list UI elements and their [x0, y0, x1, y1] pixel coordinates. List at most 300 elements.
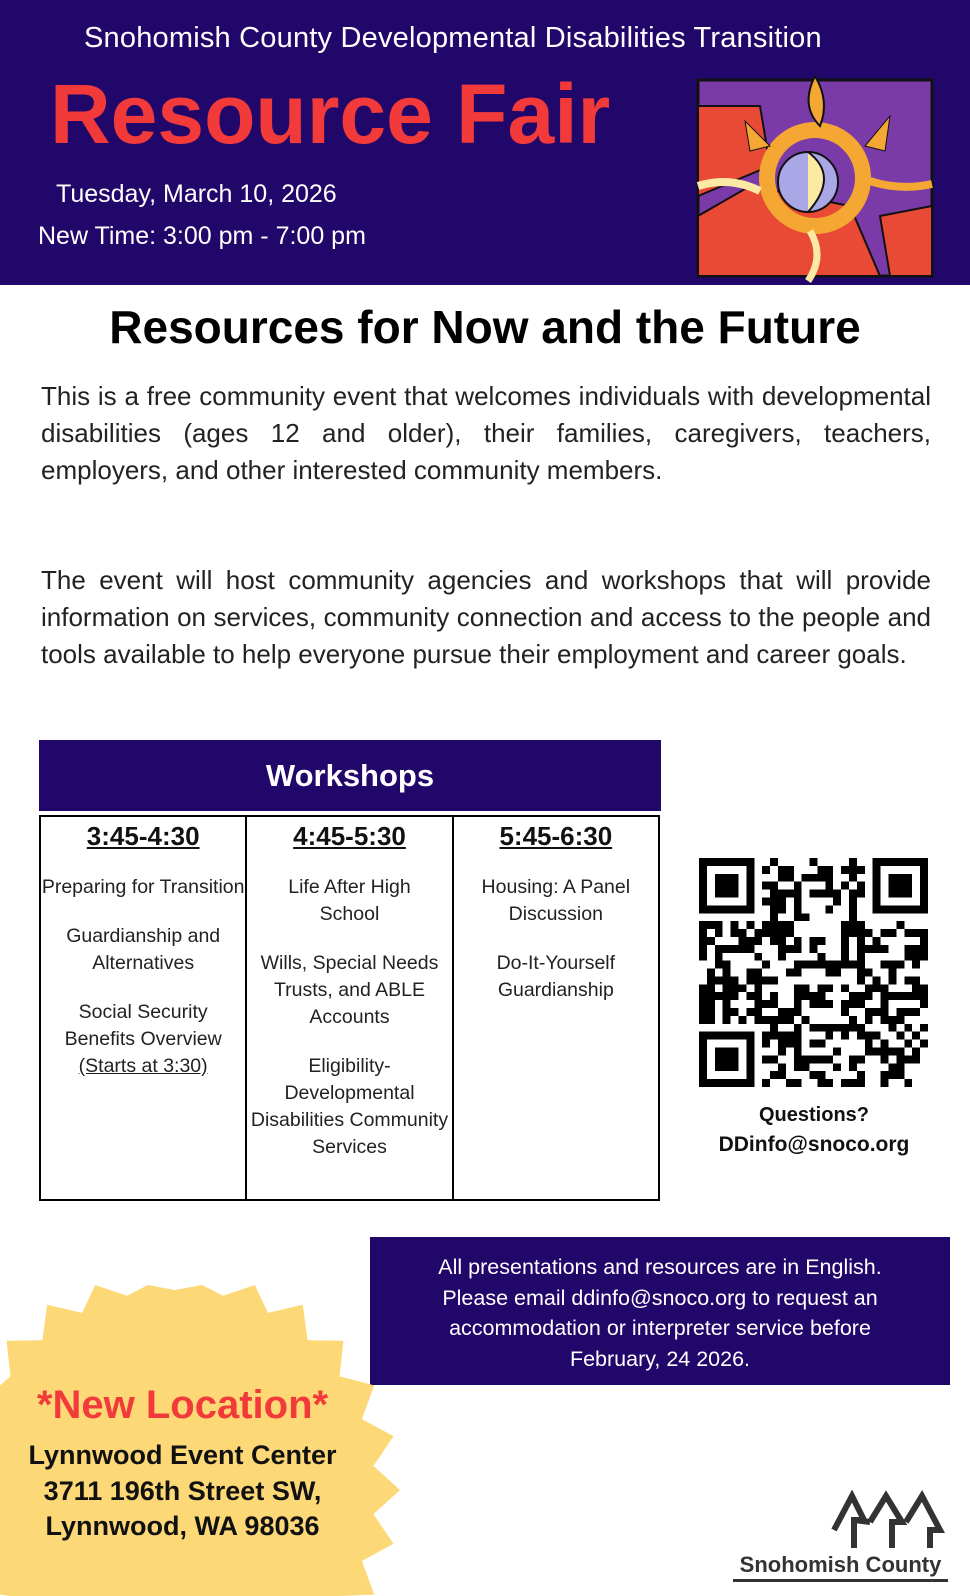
qr-module [794, 1000, 802, 1008]
qr-module [896, 1016, 904, 1024]
qr-module [873, 1032, 881, 1040]
qr-module [810, 945, 818, 953]
qr-module [817, 1024, 825, 1032]
qr-module [715, 921, 723, 929]
sun-artwork-icon [690, 66, 940, 288]
qr-module [762, 1079, 770, 1087]
qr-module [746, 992, 754, 1000]
qr-module [833, 1024, 841, 1032]
qr-module [723, 1000, 731, 1008]
qr-module [912, 1055, 920, 1063]
qr-module [849, 874, 857, 882]
qr-module [707, 969, 715, 977]
qr-module [881, 1071, 889, 1079]
qr-module [802, 1063, 810, 1071]
qr-module [817, 1040, 825, 1048]
qr-module [707, 937, 715, 945]
qr-module [802, 1016, 810, 1024]
qr-module [762, 976, 770, 984]
workshop-column [454, 817, 658, 1199]
qr-module [825, 890, 833, 898]
qr-module [794, 1040, 802, 1048]
qr-module [723, 945, 731, 953]
qr-module [881, 1055, 889, 1063]
qr-module [762, 1016, 770, 1024]
workshop-item: Guardianship and Alternatives [66, 925, 221, 974]
qr-module [731, 976, 739, 984]
qr-module [770, 976, 778, 984]
language-notice [370, 1237, 950, 1385]
qr-module [857, 1000, 865, 1008]
qr-module [849, 890, 857, 898]
snohomish-county-trees-logo-icon [830, 1490, 945, 1552]
qr-module [904, 1055, 912, 1063]
qr-module [794, 913, 802, 921]
qr-module [896, 1071, 904, 1079]
qr-module [786, 1079, 794, 1087]
qr-module [699, 937, 707, 945]
qr-module [699, 945, 707, 953]
qr-module [865, 992, 873, 1000]
qr-module [904, 976, 912, 984]
qr-module [896, 1048, 904, 1056]
qr-module [857, 1071, 865, 1079]
qr-module [904, 953, 912, 961]
qr-module [857, 866, 865, 874]
qr-module [794, 1024, 802, 1032]
qr-module [770, 1032, 778, 1040]
qr-module [881, 1000, 889, 1008]
qr-module [817, 1055, 825, 1063]
qr-module [865, 1016, 873, 1024]
qr-module [723, 976, 731, 984]
qr-module [778, 1048, 786, 1056]
qr-module [738, 1016, 746, 1024]
qr-module [707, 1016, 715, 1024]
qr-module [778, 945, 786, 953]
qr-module [825, 905, 833, 913]
qr-module [778, 866, 786, 874]
qr-module [715, 945, 723, 953]
event-title: Resource Fair [50, 67, 611, 161]
qr-module [849, 913, 857, 921]
qr-module [865, 969, 873, 977]
qr-module [817, 992, 825, 1000]
qr-module [889, 1048, 897, 1056]
qr-module [889, 969, 897, 977]
qr-module [889, 1071, 897, 1079]
qr-module [770, 882, 778, 890]
qr-module [699, 921, 707, 929]
qr-module [896, 1032, 904, 1040]
notice-line: Please email ddinfo@snoco.org to request an [442, 1285, 878, 1310]
event-time: New Time: 3:00 pm - 7:00 pm [38, 222, 366, 250]
workshop-item: Life After High School [288, 876, 411, 925]
qr-module [723, 1016, 731, 1024]
qr-module [841, 866, 849, 874]
qr-module [889, 961, 897, 969]
qr-module [873, 1008, 881, 1016]
qr-module [857, 921, 865, 929]
qr-module [699, 984, 707, 992]
qr-module [889, 976, 897, 984]
workshop-item: Preparing for Transition [41, 876, 245, 898]
qr-module [715, 976, 723, 984]
qr-module [794, 1008, 802, 1016]
qr-module [857, 937, 865, 945]
qr-module [738, 984, 746, 992]
qr-module [825, 866, 833, 874]
qr-module [920, 1040, 928, 1048]
qr-module [786, 1016, 794, 1024]
qr-module [762, 882, 770, 890]
qr-module [896, 1008, 904, 1016]
qr-module [770, 937, 778, 945]
qr-module [825, 874, 833, 882]
qr-module [825, 1024, 833, 1032]
qr-module [904, 1024, 912, 1032]
qr-module [912, 945, 920, 953]
qr-module [770, 858, 778, 866]
qr-module [754, 1016, 762, 1024]
qr-module [778, 1016, 786, 1024]
qr-module [778, 874, 786, 882]
qr-module [786, 1008, 794, 1016]
qr-module [794, 1079, 802, 1087]
qr-module [825, 882, 833, 890]
qr-module [786, 929, 794, 937]
qr-module [849, 866, 857, 874]
qr-module [794, 1048, 802, 1056]
qr-module [738, 937, 746, 945]
qr-module [746, 969, 754, 977]
qr-module [715, 1048, 739, 1072]
qr-module [770, 921, 778, 929]
qr-module [762, 897, 770, 905]
qr-module [865, 1040, 873, 1048]
qr-module [904, 929, 912, 937]
qr-module [896, 1063, 904, 1071]
questions-label: Questions? [758, 1104, 869, 1126]
qr-module [794, 984, 802, 992]
qr-module [794, 937, 802, 945]
qr-module [731, 1008, 739, 1016]
qr-module [754, 984, 762, 992]
qr-module [762, 929, 770, 937]
contact-email[interactable]: DDinfo@snoco.org [718, 1133, 910, 1156]
qr-module [904, 945, 912, 953]
qr-module [723, 1008, 731, 1016]
time-slot: 5:45-6:30 [499, 821, 613, 851]
qr-module [707, 976, 715, 984]
qr-module [904, 1008, 912, 1016]
qr-module [849, 1016, 857, 1024]
venue-city: Lynnwood, WA 98036 [45, 1511, 320, 1541]
qr-module [762, 1032, 770, 1040]
qr-module [881, 1079, 889, 1087]
workshop-item: Do-It-Yourself Guardianship [496, 952, 616, 1001]
qr-module [746, 945, 754, 953]
qr-module [778, 929, 786, 937]
qr-module [802, 1055, 810, 1063]
qr-module [707, 1000, 715, 1008]
qr-module [857, 969, 865, 977]
qr-module [786, 921, 794, 929]
qr-module [731, 945, 739, 953]
qr-module [770, 905, 778, 913]
qr-module [912, 961, 920, 969]
qr-module [865, 1048, 873, 1056]
qr-module [881, 1040, 889, 1048]
qr-module [731, 984, 739, 992]
qr-module [770, 897, 778, 905]
qr-module [857, 992, 865, 1000]
qr-module [881, 1016, 889, 1024]
workshop-item: Wills, Special Needs Trusts, and ABLE Accounts [260, 952, 439, 1028]
time-slot: 4:45-5:30 [293, 821, 406, 851]
qr-module [920, 945, 928, 953]
qr-module [857, 929, 865, 937]
qr-module [699, 1000, 707, 1008]
event-description-paragraph: The event will host community agencies and workshops that will provide information on services, community connection and access to the people and tools available to help everyone pursue their employment and career goals. [41, 565, 931, 669]
qr-module [849, 961, 857, 969]
qr-module [841, 1079, 849, 1087]
qr-module [746, 937, 754, 945]
qr-module [833, 897, 841, 905]
qr-module [849, 992, 857, 1000]
qr-module [810, 1024, 818, 1032]
qr-module [731, 992, 739, 1000]
event-subtitle: Snohomish County Developmental Disabilities Transition [84, 22, 822, 54]
venue-street: 3711 196th Street SW, [43, 1476, 322, 1506]
qr-module [889, 992, 897, 1000]
qr-module [889, 1024, 897, 1032]
qr-module [881, 945, 889, 953]
qr-module [794, 1055, 802, 1063]
qr-module [810, 874, 818, 882]
qr-module [746, 1008, 754, 1016]
qr-module [810, 937, 818, 945]
qr-module [778, 897, 786, 905]
qr-module [841, 953, 849, 961]
workshop-item: Eligibility-Developmental Disabilities Community Services [250, 1055, 449, 1158]
qr-module [754, 976, 762, 984]
intro-paragraph: This is a free community event that welcomes individuals with developmental disabilities (ages 12 and older), their families, caregivers, teachers, employers, and other interested community members. [41, 381, 931, 485]
qr-module [817, 1000, 825, 1008]
qr-module [786, 874, 794, 882]
qr-module [778, 1032, 786, 1040]
qr-module [825, 1000, 833, 1008]
qr-module [825, 984, 833, 992]
workshops-table [39, 815, 660, 1201]
qr-module [707, 921, 715, 929]
qr-module [833, 961, 841, 969]
qr-code[interactable] [699, 858, 928, 1087]
qr-module [825, 969, 833, 977]
qr-module [770, 1000, 778, 1008]
qr-module [754, 937, 762, 945]
qr-module [857, 961, 865, 969]
time-slot: 3:45-4:30 [86, 821, 200, 851]
qr-module [754, 992, 762, 1000]
qr-module [817, 1071, 825, 1079]
qr-module [770, 1071, 778, 1079]
qr-module [778, 1071, 786, 1079]
qr-module [904, 1079, 912, 1087]
qr-module [770, 929, 778, 937]
qr-module [786, 866, 794, 874]
qr-module [770, 1024, 778, 1032]
qr-module [841, 1032, 849, 1040]
qr-module [873, 984, 881, 992]
qr-module [723, 969, 731, 977]
qr-module [873, 976, 881, 984]
qr-module [881, 1008, 889, 1016]
qr-module [738, 945, 746, 953]
qr-module [825, 1032, 833, 1040]
qr-module [849, 1055, 857, 1063]
qr-module [786, 969, 794, 977]
qr-module [778, 937, 786, 945]
qr-module [841, 929, 849, 937]
qr-module [731, 921, 739, 929]
qr-module [794, 890, 802, 898]
qr-module [849, 1079, 857, 1087]
qr-module [912, 1032, 920, 1040]
qr-module [825, 1079, 833, 1087]
qr-module [770, 913, 778, 921]
qr-module [857, 953, 865, 961]
qr-module [912, 953, 920, 961]
qr-module [841, 961, 849, 969]
qr-module [904, 1040, 912, 1048]
qr-module [857, 1055, 865, 1063]
qr-module [810, 890, 818, 898]
qr-module [770, 1055, 778, 1063]
qr-module [802, 961, 810, 969]
qr-module [841, 882, 849, 890]
qr-module [912, 1048, 920, 1056]
qr-module [754, 1000, 762, 1008]
qr-module [857, 976, 865, 984]
qr-module [699, 1016, 707, 1024]
qr-module [857, 882, 865, 890]
qr-module [889, 1016, 897, 1024]
qr-module [786, 945, 794, 953]
qr-module [912, 1008, 920, 1016]
qr-module [920, 1000, 928, 1008]
qr-module [873, 937, 881, 945]
qr-module [770, 890, 778, 898]
qr-module [794, 1063, 802, 1071]
qr-module [881, 984, 889, 992]
workshop-item: Housing: A Panel Discussion [481, 876, 631, 925]
qr-module [865, 945, 873, 953]
qr-module [920, 929, 928, 937]
qr-module [817, 890, 825, 898]
qr-module [920, 953, 928, 961]
qr-module [754, 953, 762, 961]
qr-module [699, 929, 707, 937]
qr-module [825, 1055, 833, 1063]
qr-module [810, 1055, 818, 1063]
qr-module [778, 905, 786, 913]
new-location-badge: *New Location* [36, 1383, 329, 1427]
qr-module [833, 969, 841, 977]
qr-module [786, 1032, 794, 1040]
qr-module [920, 984, 928, 992]
qr-module [810, 1040, 818, 1048]
qr-module [817, 961, 825, 969]
qr-module [731, 929, 739, 937]
qr-module [817, 953, 825, 961]
qr-module [746, 921, 754, 929]
qr-module [699, 992, 707, 1000]
qr-module [778, 953, 786, 961]
qr-module [904, 992, 912, 1000]
workshop-note-wrap [41, 1053, 245, 1080]
qr-module [794, 945, 802, 953]
qr-module [746, 976, 754, 984]
qr-module [841, 1000, 849, 1008]
qr-module [841, 937, 849, 945]
qr-module [707, 984, 715, 992]
qr-module [857, 1079, 865, 1087]
qr-module [817, 937, 825, 945]
qr-module [810, 1071, 818, 1079]
qr-module [833, 1048, 841, 1056]
qr-module [881, 929, 889, 937]
qr-module [857, 1032, 865, 1040]
qr-module [873, 1048, 881, 1056]
qr-module [912, 984, 920, 992]
qr-module [881, 961, 889, 969]
qr-module [865, 1032, 873, 1040]
qr-module [778, 1008, 786, 1016]
qr-module [896, 992, 904, 1000]
qr-module [865, 984, 873, 992]
qr-module [920, 992, 928, 1000]
qr-module [817, 866, 825, 874]
qr-module [849, 1024, 857, 1032]
qr-module [794, 882, 802, 890]
qr-module [833, 890, 841, 898]
qr-module [825, 961, 833, 969]
qr-module [762, 1040, 770, 1048]
qr-module [794, 992, 802, 1000]
qr-module [841, 945, 849, 953]
qr-module [849, 921, 857, 929]
qr-module [912, 929, 920, 937]
qr-module [849, 905, 857, 913]
qr-module [889, 874, 913, 898]
qr-module [794, 897, 802, 905]
qr-module [778, 890, 786, 898]
qr-module [817, 984, 825, 992]
qr-module [778, 1040, 786, 1048]
workshops-header: Workshops [39, 740, 661, 811]
qr-module [802, 874, 810, 882]
qr-module [762, 1055, 770, 1063]
qr-module [865, 1008, 873, 1016]
qr-module [707, 992, 715, 1000]
qr-module [841, 984, 849, 992]
notice-line: accommodation or interpreter service before [449, 1316, 871, 1340]
qr-module [770, 992, 778, 1000]
qr-module [738, 929, 746, 937]
event-date: Tuesday, March 10, 2026 [56, 180, 337, 208]
qr-module [762, 961, 770, 969]
